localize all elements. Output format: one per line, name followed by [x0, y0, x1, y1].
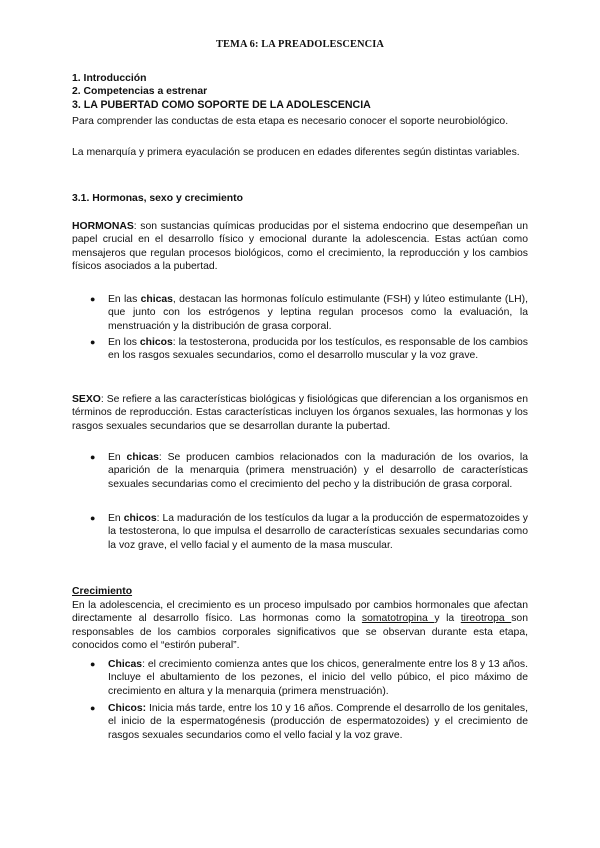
bullet-text: Chicos: Inicia más tarde, entre los 10 y 16 años. Comprende el desarrollo de los genitales, el inicio de la espermatogénesis (producción de espermatozoides) y el crecimiento de rasgos sexuales secundarios como el vello facial y la voz grave.	[108, 703, 528, 741]
bullet-icon: ●	[90, 452, 96, 462]
bullet-icon: ●	[90, 294, 96, 304]
bullet-icon: ●	[90, 513, 96, 523]
bullet-icon: ●	[90, 703, 96, 713]
bullet-icon: ●	[90, 337, 96, 347]
toc-item-competencias: 2. Competencias a estrenar	[72, 86, 208, 98]
bullet-text: En los chicos: la testosterona, producida por los testículos, es responsable de los cambios en los rasgos sexuales secundarios, como el desarrollo muscular y la voz grave.	[108, 337, 528, 362]
table-of-contents	[72, 72, 528, 112]
tireotropa-term: tireotropa	[460, 613, 512, 625]
sexo-text: : Se refiere a las características biológicas y fisiológicas que diferencian a los organismos en términos de reproducción. Estas características incluyen los órganos sexuales, las hormonas y los rasgos sexuales secundarios que se desarrollan durante la pubertad.	[72, 394, 528, 432]
crecimiento-heading: Crecimiento	[72, 586, 133, 597]
toc-item-introduccion: 1. Introducción	[72, 73, 147, 84]
section-3-1-heading: 3.1. Hormonas, sexo y crecimiento	[72, 193, 243, 204]
hormonas-paragraph	[72, 220, 528, 274]
sexo-paragraph	[72, 393, 528, 433]
bullet-text: En las chicas, destacan las hormonas folículo estimulante (FSH) y lúteo estimulante (LH), que junto con los estrógenos y leptina regulan procesos como la evaluación, la menstruación y la distribución de grasa corporal.	[108, 294, 528, 332]
somatotropina-term: somatotropina	[361, 613, 435, 625]
intro-paragraph-1: Para comprender las conductas de esta etapa es necesario conocer el soporte neurobiológico.	[72, 116, 509, 127]
hormonas-text: : son sustancias químicas producidas por el sistema endocrino que desempeñan un papel crucial en el desarrollo físico y emocional durante la adolescencia. Estas actúan como mensajeros que regulan procesos biológicos, como el crecimiento, la reproducción y los cambios físicos asociados a la pubertad.	[72, 221, 528, 273]
section-3-heading: 3. LA PUBERTAD COMO SOPORTE DE LA ADOLESCENCIA	[72, 98, 371, 111]
bullet-icon: ●	[90, 659, 96, 669]
intro-paragraph-2: La menarquía y primera eyaculación se producen en edades diferentes según distintas variables.	[72, 147, 520, 158]
bullet-text: En chicos: La maduración de los testículos da lugar a la producción de espermatozoides y la testosterona, lo que impulsa el desarrollo de características sexuales secundarias como la voz grave, el vello facial y el aumento de la masa muscular.	[108, 513, 528, 551]
crecimiento-paragraph: En la adolescencia, el crecimiento es un proceso impulsado por cambios hormonales que afectan directamente al desarrollo físico. Las hormonas como la somatotropina y la tireotropa son responsables de los cambios corporales significativos que se observan durante esta etapa, conocidos como el “estirón puberal”.	[72, 600, 528, 652]
bullet-text: Chicas: el crecimiento comienza antes que los chicos, generalmente entre los 8 y 13 años. Incluye el abultamiento de los pezones, el inicio del vello púbico, el pico máximo de crecimiento en altura y la menarquia (primera menstruación).	[108, 659, 528, 697]
page-title: TEMA 6: LA PREADOLESCENCIA	[215, 39, 384, 50]
sexo-term: SEXO	[72, 394, 101, 405]
bullet-text: En chicas: Se producen cambios relacionados con la maduración de los ovarios, la aparición de la menarquia (primera menstruación) y el desarrollo de características sexuales secundarias como el crecimiento del pecho y la distribución de grasa corporal.	[108, 452, 528, 490]
hormonas-term: HORMONAS	[72, 221, 134, 232]
